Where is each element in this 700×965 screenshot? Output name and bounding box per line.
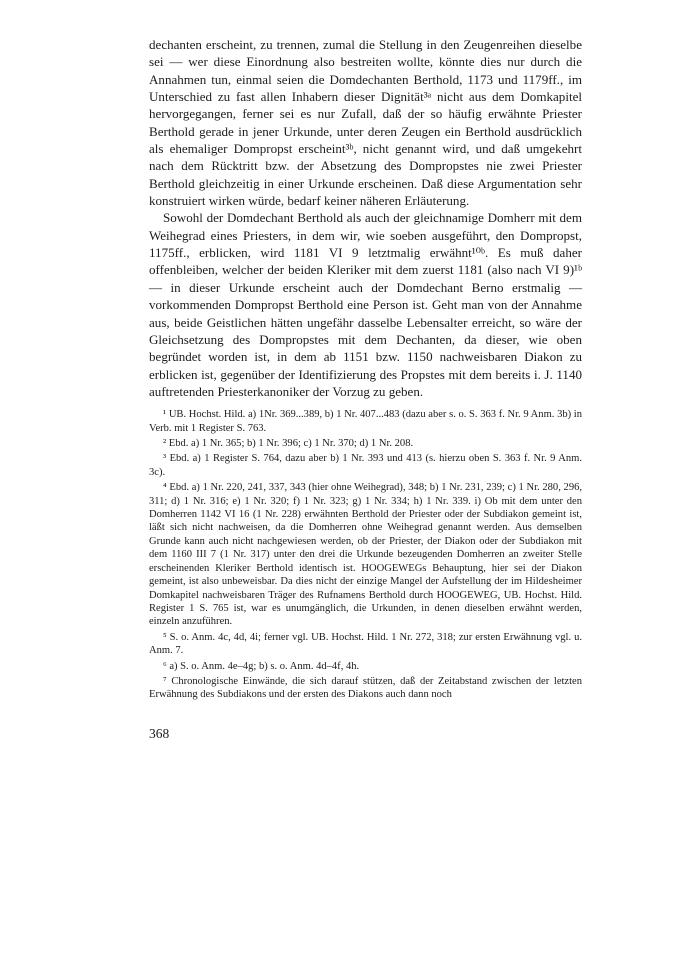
footnote-5: ⁵ S. o. Anm. 4c, 4d, 4i; ferner vgl. UB. Hochst. Hild. 1 Nr. 272, 318; zur ersten Erwähnung vgl. u. Anm. 7. [149, 631, 582, 657]
footnote-4: ⁴ Ebd. a) 1 Nr. 220, 241, 337, 343 (hier ohne Weihegrad), 348; b) 1 Nr. 231, 239; c) 1 Nr. 280, 296, 311; d) 1 Nr. 316; e) 1 Nr. 320; f) 1 Nr. 323; g) 1 Nr. 334; h) 1 Nr. 339. i) Ob mit dem unter den Domherren 1142 VI 16 (1 Nr. 228) erwähnten Berthold der Priester oder der Subdiakon gemeint ist, läßt sich nicht nachweisen, da die Domherren ohne Weihegrad genannt werden. Aus demselben Grunde kann auch nicht nachgewiesen werden, ob der Priester, der Diakon oder der Subdiakon mit dem 1160 III 7 (1 Nr. 317) unter den drei die Urkunde bezeugenden Domherren an zweiter Stelle erscheinenden Kleriker Berthold identisch ist. HOOGEWEGs Behauptung, hier sei der Diakon gemeint, ist also unbeweisbar. Da dies nicht der einzige Mangel der Aufstellung der im Hildesheimer Domkapitel nachweisbaren Träger des Rufnamens Berthold durch HOOGEWEG, UB. Hochst. Hild. Register 1 S. 765 ist, war es unumgänglich, die Urkunden, in denen dieselben erwähnt werden, einzeln anzuführen. [149, 482, 582, 628]
footnote-3: ³ Ebd. a) 1 Register S. 764, dazu aber b) 1 Nr. 393 und 413 (s. hierzu oben S. 363 f. Nr. 9 Anm. 3c). [149, 453, 582, 478]
body-paragraph: Sowohl der Domdechant Berthold als auch der gleichnamige Domherr mit dem Weihegrad eines Priesters, in dem wir, wie soeben ausgeführt, den Dompropst, 1175ff., erblicken, wird 1181 VI 9 letztmalig erwähnt¹⁰ᵇ. Es muß daher offenbleiben, welcher der beiden Kleriker mit dem zuerst 1181 (also nach VI 9)¹ᵇ — in dieser Urkunde erscheint auch der Domdechant Berno erstmalig — vorkommenden Dompropst Berthold eine Person ist. Geht man von der Annahme aus, beide Geistlichen hätten ungefähr dasselbe Lebensalter erreicht, so wäre der Gleichsetzung des Dompropstes mit dem Dechanten, da dieser, wie oben begründet worden ist, in dem ab 1151 bzw. 1150 nachweisbaren Diakon zu erblicken ist, gegenüber der Identifizierung des Propstes mit dem bereits i. J. 1140 auftretenden Priesterkanoniker der Vorzug zu geben. [149, 210, 582, 399]
body-text [149, 36, 582, 400]
page-content [149, 36, 582, 704]
footnote-7: ⁷ Chronologische Einwände, die sich darauf stützen, daß der Zeitabstand zwischen der letzten Erwähnung des Subdiakons und der ersten des Diakons auch dann noch [149, 675, 582, 701]
body-paragraph: dechanten erscheint, zu trennen, zumal die Stellung in den Zeugenreihen dieselbe sei — wer diese Einordnung also bestreiten wollte, könnte dies nur durch die Annahmen tun, einmal seien die Domdechanten Berthold, 1173 und 1179ff., im Unterschied zu fast allen Inhabern dieser Dignität³ᵃ nicht aus dem Domkapitel hervorgegangen, ferner sei es nur Zufall, daß der so häufig erwähnte Priester Berthold gerade in jener Urkunde, unter deren Zeugen ein Berthold ausdrücklich als ehemaliger Dompropst erscheint³ᵇ, nicht genannt wird, und daß umgekehrt nach dem Rücktritt bzw. der Absetzung des Dompropstes nie zwei Priester Berthold gleichzeitig in einer Urkunde erscheinen. Daß diese Argumentation sehr konstruiert wirken würde, bedarf keiner näheren Erläuterung. [149, 37, 582, 209]
footnote-6: ⁶ a) S. o. Anm. 4e–4g; b) s. o. Anm. 4d–4f, 4h. [163, 660, 360, 672]
footnotes [149, 408, 582, 702]
page-number: 368 [149, 726, 170, 741]
footnote-1: ¹ UB. Hochst. Hild. a) 1Nr. 369...389, b) 1 Nr. 407...483 (dazu aber s. o. S. 363 f. Nr. 9 Anm. 3b) in Verb. mit 1 Register S. 763. [149, 409, 582, 434]
footnote-2: ² Ebd. a) 1 Nr. 365; b) 1 Nr. 396; c) 1 Nr. 370; d) 1 Nr. 208. [163, 438, 414, 450]
